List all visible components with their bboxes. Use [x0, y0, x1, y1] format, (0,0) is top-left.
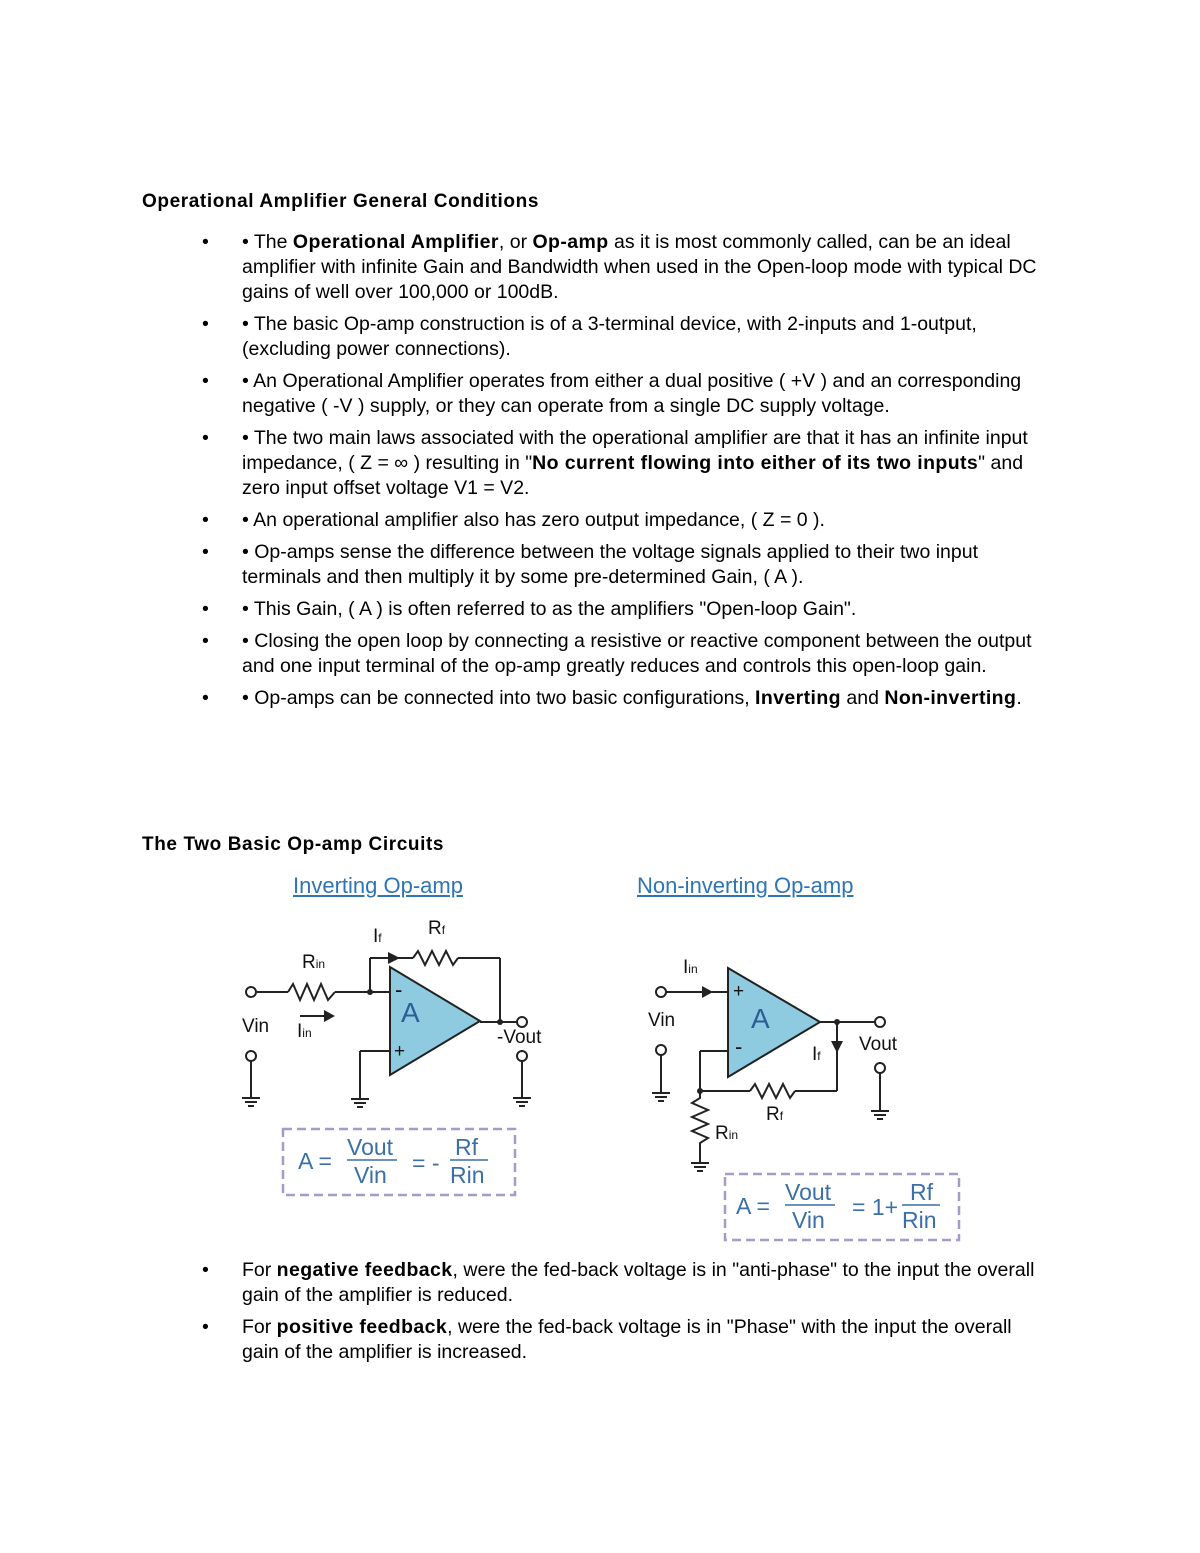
- list-item: • • An operational amplifier also has zero output impedance, ( Z = 0 ).: [202, 509, 825, 531]
- list-item: • • The basic Op-amp construction is of a 3-terminal device, with 2-inputs and 1-output, (excluding power connections).: [202, 313, 977, 360]
- list-item: • • This Gain, ( A ) is often referred to as the amplifiers "Open-loop Gain".: [202, 598, 857, 620]
- ground-symbols: [242, 1098, 531, 1107]
- vout-terminal: [517, 1017, 527, 1027]
- formula-den2: Rin: [450, 1162, 485, 1188]
- inverting-caption-link[interactable]: Inverting Op-amp: [293, 873, 463, 898]
- section-heading-general-conditions: Operational Amplifier General Conditions: [142, 191, 540, 212]
- general-conditions-list: [202, 230, 1037, 718]
- noninverting-caption-link[interactable]: Non-inverting Op-amp: [637, 873, 854, 898]
- list-item: • • Closing the open loop by connecting a resistive or reactive component between the output and one input terminal of the op-amp greatly reduces and controls this open-loop gain.: [202, 630, 1032, 677]
- formula-num1: Vout: [785, 1179, 832, 1205]
- formula-den1: Vin: [792, 1207, 825, 1233]
- vout-label: Vout: [859, 1034, 898, 1055]
- bullet: •: [202, 313, 209, 335]
- vin-terminal: [246, 987, 256, 997]
- bullet: •: [202, 1259, 209, 1281]
- if-label: If: [373, 926, 382, 947]
- bullet: •: [202, 370, 209, 392]
- noninverting-opamp-diagram: [640, 950, 970, 1245]
- vout-label: -Vout: [497, 1027, 542, 1048]
- vin-terminal: [656, 987, 666, 997]
- bullet: •: [202, 1316, 209, 1338]
- vout-terminal: [875, 1017, 885, 1027]
- rin-label: Rin: [302, 952, 326, 973]
- bullet: •: [202, 541, 209, 563]
- plus-sign: +: [733, 981, 745, 1002]
- section-heading-basic-circuits: The Two Basic Op-amp Circuits: [142, 834, 445, 855]
- rin-label: Rin: [715, 1123, 739, 1144]
- formula-num2: Rf: [455, 1134, 478, 1160]
- plus-sign: +: [394, 1041, 406, 1062]
- rf-label: Rf: [428, 918, 446, 939]
- list-item: • For positive feedback, were the fed-back voltage is in "Phase" with the input the overall gain of the amplifier is increased.: [202, 1316, 1012, 1363]
- rf-resistor: [413, 951, 458, 965]
- list-item: • For negative feedback, were the fed-back voltage is in "anti-phase" to the input the overall gain of the amplifier is reduced.: [202, 1259, 1035, 1306]
- list-item: • • Op-amps can be connected into two basic configurations, Inverting and Non-inverting.: [202, 687, 1022, 709]
- inverting-opamp-diagram: [230, 915, 560, 1205]
- list-item: • • The two main laws associated with the operational amplifier are that it has an infinite input impedance, ( Z = ∞ ) resulting in "No current flowing into either of its two inputs" and zero input offset voltage V1 = V2.: [202, 427, 1028, 499]
- formula-den2: Rin: [902, 1207, 937, 1233]
- amp-gain-label: A: [751, 1003, 770, 1034]
- rf-resistor: [750, 1084, 795, 1098]
- rin-resistor: [692, 1091, 708, 1162]
- formula-op: = -: [412, 1150, 440, 1176]
- list-item: • • An Operational Amplifier operates from either a dual positive ( +V ) and an corresponding negative ( -V ) supply, or they can operate from a single DC supply voltage.: [202, 370, 1022, 417]
- amp-gain-label: A: [401, 997, 420, 1028]
- minus-sign: -: [735, 1034, 743, 1059]
- formula-num2: Rf: [910, 1179, 933, 1205]
- bullet: •: [202, 687, 209, 709]
- formula-num1: Vout: [347, 1134, 394, 1160]
- minus-sign: -: [395, 977, 403, 1002]
- bullet: •: [202, 427, 209, 449]
- formula-op: = 1+: [852, 1194, 899, 1220]
- if-label: If: [812, 1044, 821, 1065]
- bullet: •: [202, 231, 209, 253]
- list-item: • • Op-amps sense the difference between the voltage signals applied to their two input terminals and then multiply it by some pre-determined Gain, ( A ).: [202, 541, 979, 588]
- bullet: •: [202, 598, 209, 620]
- formula-lhs: A =: [736, 1193, 770, 1219]
- list-item: • • The Operational Amplifier, or Op-amp as it is most commonly called, can be an ideal amplifier with infinite Gain and Bandwidth when used in the Open-loop mode with typical DC gains of well over 100,000 or 100dB.: [202, 231, 1037, 303]
- rin-resistor: [288, 984, 335, 1000]
- vin-label: Vin: [242, 1016, 270, 1037]
- bullet: •: [202, 630, 209, 652]
- vin-label: Vin: [648, 1010, 676, 1031]
- formula-lhs: A =: [298, 1148, 332, 1174]
- iin-label: Iin: [683, 957, 698, 978]
- iin-label: Iin: [297, 1021, 312, 1042]
- feedback-list: [202, 1258, 1037, 1372]
- bullet: •: [202, 509, 209, 531]
- formula-den1: Vin: [354, 1162, 387, 1188]
- rf-label: Rf: [766, 1104, 784, 1125]
